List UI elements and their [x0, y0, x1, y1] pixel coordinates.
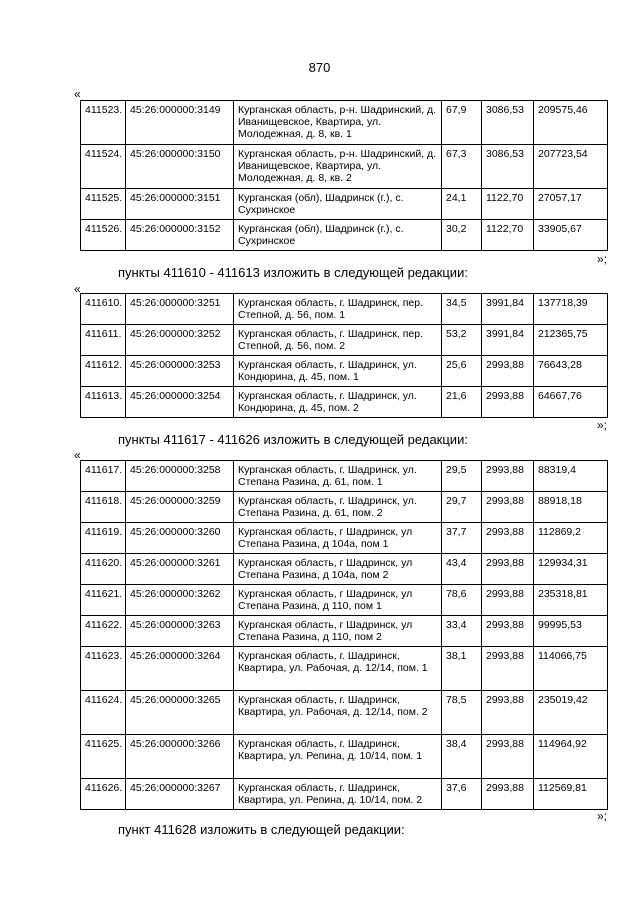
- area-cell: 67,9: [442, 101, 482, 145]
- table-row: [81, 691, 608, 735]
- address-cell: Курганская область, г Шадринск, ул Степана Разина, д 110, пом 2: [234, 616, 442, 647]
- close-quote: »;: [597, 252, 608, 266]
- address-cell: Курганская область, р-н. Шадринский, д. Иванищевское, Квартира, ул. Молодежная, д. 8, кв. 2: [234, 145, 442, 189]
- register-table-3: [80, 460, 608, 810]
- open-quote: «: [74, 282, 81, 296]
- table-row: [81, 735, 608, 779]
- address-cell: Курганская (обл), Шадринск (г.), с. Сухринское: [234, 220, 442, 251]
- value-cell: 99995,53: [534, 616, 608, 647]
- row-number-cell: 411610.: [81, 294, 126, 325]
- value-cell: 235318,81: [534, 585, 608, 616]
- value-cell: 114066,75: [534, 647, 608, 691]
- rate-cell: 1122,70: [482, 189, 534, 220]
- open-quote: «: [74, 87, 81, 101]
- address-cell: Курганская (обл), Шадринск (г.), с. Сухринское: [234, 189, 442, 220]
- address-cell: Курганская область, г Шадринск, ул Степана Разина, д 104а, пом 2: [234, 554, 442, 585]
- address-cell: Курганская область, г. Шадринск, Квартира, ул. Рабочая, д. 12/14, пом. 1: [234, 647, 442, 691]
- table-row: [81, 647, 608, 691]
- cadastral-number-cell: 45:26:000000:3263: [126, 616, 234, 647]
- final-paragraph: пункт 411628 изложить в следующей редакции:: [118, 822, 405, 837]
- rate-cell: 2993,88: [482, 461, 534, 492]
- area-cell: 25,6: [442, 356, 482, 387]
- rate-cell: 2993,88: [482, 616, 534, 647]
- row-number-cell: 411623.: [81, 647, 126, 691]
- amendment-paragraph: пункты 411617 - 411626 изложить в следующей редакции:: [118, 432, 468, 447]
- rate-cell: 3086,53: [482, 101, 534, 145]
- row-number-cell: 411617.: [81, 461, 126, 492]
- area-cell: 34,5: [442, 294, 482, 325]
- area-cell: 38,1: [442, 647, 482, 691]
- address-cell: Курганская область, р-н. Шадринский, д. Иванищевское, Квартира, ул. Молодежная, д. 8, кв. 1: [234, 101, 442, 145]
- cadastral-number-cell: 45:26:000000:3253: [126, 356, 234, 387]
- row-number-cell: 411525.: [81, 189, 126, 220]
- table-row: [81, 616, 608, 647]
- rate-cell: 2993,88: [482, 492, 534, 523]
- row-number-cell: 411626.: [81, 779, 126, 810]
- cadastral-number-cell: 45:26:000000:3264: [126, 647, 234, 691]
- address-cell: Курганская область, г Шадринск, ул Степана Разина, д 104а, пом 1: [234, 523, 442, 554]
- rate-cell: 3991,84: [482, 294, 534, 325]
- value-cell: 64667,76: [534, 387, 608, 418]
- area-cell: 30,2: [442, 220, 482, 251]
- table-row: [81, 492, 608, 523]
- address-cell: Курганская область, г. Шадринск, Квартира, ул. Рабочая, д. 12/14, пом. 2: [234, 691, 442, 735]
- row-number-cell: 411625.: [81, 735, 126, 779]
- cadastral-number-cell: 45:26:000000:3266: [126, 735, 234, 779]
- address-cell: Курганская область, г. Шадринск, ул. Степана Разина, д. 61, пом. 2: [234, 492, 442, 523]
- close-quote: »;: [597, 418, 608, 432]
- cadastral-number-cell: 45:26:000000:3265: [126, 691, 234, 735]
- area-cell: 37,7: [442, 523, 482, 554]
- value-cell: 112569,81: [534, 779, 608, 810]
- area-cell: 78,6: [442, 585, 482, 616]
- amendment-paragraph: пункты 411610 - 411613 изложить в следующей редакции:: [118, 265, 468, 280]
- area-cell: 37,6: [442, 779, 482, 810]
- value-cell: 209575,46: [534, 101, 608, 145]
- row-number-cell: 411523.: [81, 101, 126, 145]
- rate-cell: 2993,88: [482, 691, 534, 735]
- row-number-cell: 411612.: [81, 356, 126, 387]
- area-cell: 24,1: [442, 189, 482, 220]
- area-cell: 67,3: [442, 145, 482, 189]
- row-number-cell: 411619.: [81, 523, 126, 554]
- table-row: [81, 461, 608, 492]
- table-row: [81, 294, 608, 325]
- cadastral-number-cell: 45:26:000000:3252: [126, 325, 234, 356]
- table-row: [81, 101, 608, 145]
- value-cell: 76643,28: [534, 356, 608, 387]
- rate-cell: 2993,88: [482, 647, 534, 691]
- area-cell: 53,2: [442, 325, 482, 356]
- area-cell: 21,6: [442, 387, 482, 418]
- rate-cell: 2993,88: [482, 387, 534, 418]
- cadastral-number-cell: 45:26:000000:3261: [126, 554, 234, 585]
- value-cell: 114964,92: [534, 735, 608, 779]
- table-row: [81, 523, 608, 554]
- address-cell: Курганская область, г Шадринск, ул Степана Разина, д 110, пом 1: [234, 585, 442, 616]
- rate-cell: 3086,53: [482, 145, 534, 189]
- address-cell: Курганская область, г. Шадринск, ул. Степана Разина, д. 61, пом. 1: [234, 461, 442, 492]
- table-row: [81, 145, 608, 189]
- value-cell: 112869,2: [534, 523, 608, 554]
- address-cell: Курганская область, г. Шадринск, Квартира, ул. Репина, д. 10/14, пом. 2: [234, 779, 442, 810]
- cadastral-number-cell: 45:26:000000:3150: [126, 145, 234, 189]
- rate-cell: 3991,84: [482, 325, 534, 356]
- cadastral-number-cell: 45:26:000000:3152: [126, 220, 234, 251]
- row-number-cell: 411622.: [81, 616, 126, 647]
- address-cell: Курганская область, г. Шадринск, пер. Степной, д. 56, пом. 1: [234, 294, 442, 325]
- row-number-cell: 411611.: [81, 325, 126, 356]
- rate-cell: 2993,88: [482, 554, 534, 585]
- area-cell: 43,4: [442, 554, 482, 585]
- area-cell: 29,5: [442, 461, 482, 492]
- rate-cell: 2993,88: [482, 735, 534, 779]
- value-cell: 129934,31: [534, 554, 608, 585]
- rate-cell: 2993,88: [482, 585, 534, 616]
- value-cell: 235019,42: [534, 691, 608, 735]
- cadastral-number-cell: 45:26:000000:3251: [126, 294, 234, 325]
- row-number-cell: 411618.: [81, 492, 126, 523]
- address-cell: Курганская область, г. Шадринск, пер. Степной, д. 56, пом. 2: [234, 325, 442, 356]
- table-row: [81, 220, 608, 251]
- table-row: [81, 554, 608, 585]
- register-table-1: [80, 100, 608, 251]
- value-cell: 137718,39: [534, 294, 608, 325]
- address-cell: Курганская область, г. Шадринск, ул. Кондюрина, д. 45, пом. 2: [234, 387, 442, 418]
- value-cell: 207723,54: [534, 145, 608, 189]
- address-cell: Курганская область, г. Шадринск, ул. Кондюрина, д. 45, пом. 1: [234, 356, 442, 387]
- value-cell: 33905,67: [534, 220, 608, 251]
- address-cell: Курганская область, г. Шадринск, Квартира, ул. Репина, д. 10/14, пом. 1: [234, 735, 442, 779]
- row-number-cell: 411624.: [81, 691, 126, 735]
- value-cell: 27057,17: [534, 189, 608, 220]
- open-quote: «: [74, 448, 81, 462]
- area-cell: 29,7: [442, 492, 482, 523]
- row-number-cell: 411620.: [81, 554, 126, 585]
- table-row: [81, 585, 608, 616]
- cadastral-number-cell: 45:26:000000:3151: [126, 189, 234, 220]
- close-quote: »;: [597, 809, 608, 823]
- cadastral-number-cell: 45:26:000000:3254: [126, 387, 234, 418]
- rate-cell: 2993,88: [482, 523, 534, 554]
- rate-cell: 2993,88: [482, 779, 534, 810]
- value-cell: 88319,4: [534, 461, 608, 492]
- table-row: [81, 356, 608, 387]
- value-cell: 212365,75: [534, 325, 608, 356]
- row-number-cell: 411613.: [81, 387, 126, 418]
- area-cell: 78,5: [442, 691, 482, 735]
- area-cell: 38,4: [442, 735, 482, 779]
- cadastral-number-cell: 45:26:000000:3260: [126, 523, 234, 554]
- table-row: [81, 387, 608, 418]
- table-row: [81, 779, 608, 810]
- value-cell: 88918,18: [534, 492, 608, 523]
- cadastral-number-cell: 45:26:000000:3149: [126, 101, 234, 145]
- rate-cell: 1122,70: [482, 220, 534, 251]
- cadastral-number-cell: 45:26:000000:3259: [126, 492, 234, 523]
- cadastral-number-cell: 45:26:000000:3262: [126, 585, 234, 616]
- cadastral-number-cell: 45:26:000000:3267: [126, 779, 234, 810]
- row-number-cell: 411524.: [81, 145, 126, 189]
- register-table-2: [80, 293, 608, 418]
- cadastral-number-cell: 45:26:000000:3258: [126, 461, 234, 492]
- area-cell: 33,4: [442, 616, 482, 647]
- row-number-cell: 411621.: [81, 585, 126, 616]
- row-number-cell: 411526.: [81, 220, 126, 251]
- page-number: 870: [308, 60, 331, 75]
- table-row: [81, 189, 608, 220]
- rate-cell: 2993,88: [482, 356, 534, 387]
- table-row: [81, 325, 608, 356]
